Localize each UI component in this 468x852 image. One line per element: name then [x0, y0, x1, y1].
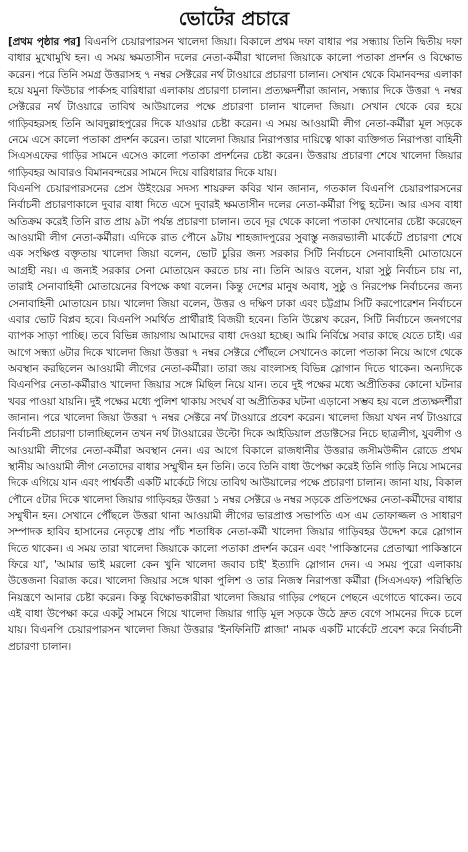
article-headline: ভোটের প্রচারে: [178, 8, 290, 30]
continuation-tag: [প্রথম পৃষ্ঠার পর]: [8, 36, 81, 48]
paragraph-text: বিএনপি চেয়ারপারসন খালেদা জিয়া। বিকালে প্রথম দফা বাধার পর সন্ধ্যায় তিনি দ্বিতীয় দফা বাধার মুখোমুখি হন। এ সময় ক্ষমতাসীন দলের নেতা-কর্মীরা খালেদা জিয়াকে কালো পতাকা প্রদর্শন ও বিক্ষোভ করেন। পরে তিনি সমগ্র উত্তরাসহ ৭ নম্বর সেক্টরের নর্থ টাওয়ারে প্রচারণা চালান। সেখান থেকে বিমানবন্দর এলাকা হয়ে যমুনা ফিউচার পার্কসহ বারিধারা এলাকায় প্রচারণা চালান। প্রত্যক্ষদর্শীরা জানান, সন্ধ্যার দিকে উত্তরা ৭ নম্বর সেক্টরের নর্থ টাওয়ারে তাবিথ আউয়ালের পক্ষে প্রচারণা চালান খালেদা জিয়া। সেখান থেকে বের হয়ে গাড়িবহরসহ তিনি আবদুল্লাহপুরের দিকে যাওয়ার চেষ্টা করেন। এ সময় আওয়ামী লীগ নেতা-কর্মীরা মূল সড়কে নেমে এসে কালো পতাকা প্রদর্শন করেন। তারা খালেদা জিয়ার নিরাপত্তার দায়িত্বে থাকা ব্যক্তিগত নিরাপত্তা বাহিনী সিএসএফের গাড়ির সামনে এসেও কালো পতাকা প্রদর্শনের চেষ্টা করেন। উত্তরায় প্রচারণা শেষে খালেদা জিয়ার গাড়িবহর আবারও বিমানবন্দরের সামনে দিয়ে বারিধারার দিকে যায়।: [8, 36, 463, 179]
cropped-previous-text: [0, 0, 468, 2]
article-body: [0, 34, 468, 655]
article-paragraph-1: [8, 34, 462, 181]
article-paragraph-2: বিএনপি চেয়ারপারসনের প্রেস উইংয়ের সদস্য শায়রুল কবির খান জানান, গতকাল বিএনপি চেয়ারপারসনের নির্বাচনী প্রচারণাকালে দুবার বাধা দিতে এসে দুবারই ক্ষমতাসীন দলের নেতা-কর্মীরা পিছু হটেন। আর এসব বাধা অতিক্রম করেই তিনি রাত প্রায় ৯টা পর্যন্ত প্রচারণা চালান। তবে দূর থেকে কালো পতাকা দেখানোর চেষ্টা করেছেন আওয়ামী লীগ নেতা-কর্মীরা। এদিকে রাত পৌনে ৯টায় শাহজাদপুরের সুবাস্তু নজরভ্যালী মার্কেটে প্রচারণা শেষে এক সংক্ষিপ্ত বক্তৃতায় খালেদা জিয়া বলেন, ভোট চুরির জন্য সরকার সিটি নির্বাচনে সেনাবাহিনী মোতায়েনে আগ্রহী নয়। এ জন্যই সরকার সেনা মোতায়েন করতে চায় না। তিনি আরও বলেন, যারা সুষ্ঠু নির্বাচন চায় না, তারাই সেনাবাহিনী মোতায়েনের বিপক্ষে কথা বলেন। কিন্তু দেশের মানুষ অবাধ, সুষ্ঠু ও নিরপেক্ষ নির্বাচনের জন্য সেনাবাহিনী মোতায়েন চায়। খালেদা জিয়া বলেন, উত্তর ও দক্ষিণ ঢাকা এবং চট্টগ্রাম সিটি করপোরেশন নির্বাচনে এবার ভোট বিপ্লব হবে। বিএনপি সমর্থিত প্রার্থীরাই বিজয়ী হবেন। তিনি উল্লেখ করেন, সিটি নির্বাচনে জনগণের ব্যাপক সাড়া পাচ্ছি। তবে বিভিন্ন জায়গায় আমাদের বাধা দেওয়া হচ্ছে। আমি নির্বিঘ্নে সবার কাছে যেতে চাই। এর আগে সন্ধ্যা ৬টার দিকে খালেদা জিয়া উত্তরা ৭ নম্বর সেক্টরে পৌঁছলে সেখানেও কালো পতাকা নিয়ে আগে থেকে অবস্থান করছিলেন আওয়ামী লীগের নেতা-কর্মীরা। তারা জয় বাংলাসহ বিভিন্ন স্লোগান দিতে থাকেন। অন্যদিকে বিএনপির নেতা-কর্মীরাও খালেদা জিয়ার সঙ্গে মিছিল নিয়ে যান। তবে দুই পক্ষের মধ্যে অপ্রীতিকর কোনো ঘটনার খবর পাওয়া যায়নি। দুই পক্ষের মধ্যে পুলিশ থাকায় সংঘর্ষ বা অপ্রীতিকর ঘটনা এড়ানো সম্ভব হয় বলে প্রত্যক্ষদর্শীরা জানান। পরে খালেদা জিয়া উত্তরা ৭ নম্বর সেক্টরে নর্থ টাওয়ারে প্রবেশ করেন। খালেদা জিয়া যখন নর্থ টাওয়ারে নির্বাচনী প্রচারণা চালাচ্ছিলেন তখন নর্থ টাওয়ারের উল্টো দিকে আইডিয়াল প্রডাক্টসের নিচে ছাত্রলীগ, যুবলীগ ও আওয়ামী লীগের নেতা-কর্মীরা অবস্থান নেন। এর আগে বিকালে রাজধানীর উত্তরার জসীমউদ্দীন রোডে প্রথম স্থানীয় আওয়ামী লীগ নেতাদের বাধার সম্মুখীন হন তিনি। তবে তিনি বাধা উপেক্ষা করেই তিনি গাড়ি নিয়ে সামনের দিকে এগিয়ে যান এবং পার্শ্ববর্তী একটি মার্কেটে গিয়ে তাবিথ আউয়ালের পক্ষে প্রচারণা চালান। জানা যায়, বিকাল পৌনে ৫টার দিকে খালেদা জিয়ার গাড়িবহর উত্তরা ১ নম্বর সেক্টরে ৬ নম্বর সড়কে প্রতিপক্ষের নেতা-কর্মীদের বাধার সম্মুখীন হন। সেখানে পৌঁছলে উত্তরা থানা আওয়ামী লীগের ভারপ্রাপ্ত সভাপতি এস এম তোফাজ্জল ও সাধারণ সম্পাদক হাবিব হাসানের নেতৃত্বে প্রায় পাঁচ শতাধিক নেতা-কর্মী খালেদা জিয়ার গাড়িবহর উদ্দেশ করে স্লোগান দিতে থাকেন। এ সময় তারা খালেদা জিয়াকে কালো পতাকা প্রদর্শন করেন এবং 'পাকিস্তানের প্রেতাত্মা পাকিস্তানে ফিরে যা', 'আমার ভাই মরলো কেন খুনি খালেদা জবাব চাই' ইত্যাদি স্লোগান দেন। এ সময় পুরো এলাকায় উত্তেজনা বিরাজ করে। খালেদা জিয়ার সঙ্গে থাকা পুলিশ ও তার নিজস্ব নিরাপত্তা কর্মীরা (সিএসএফ) পরিস্থিতি নিয়ন্ত্রণে আনার চেষ্টা করেন। কিন্তু বিক্ষোভকারীরা খালেদা জিয়ার গাড়ির পেছনে পেছনে এগোতে থাকেন। তবে এই বাধা উপেক্ষা করে একটু সামনে গিয়ে খালেদা জিয়ার গাড়ি মূল সড়কে উঠে দ্রুত বেগে সামনের দিকে চলে যায়। বিএনপি চেয়ারপারসন খালেদা জিয়া উত্তরার 'ইনফিনিটি প্লাজা' নামক একটি মার্কেটে প্রবেশ করে নির্বাচনী প্রচারণা চালান।: [8, 183, 462, 653]
